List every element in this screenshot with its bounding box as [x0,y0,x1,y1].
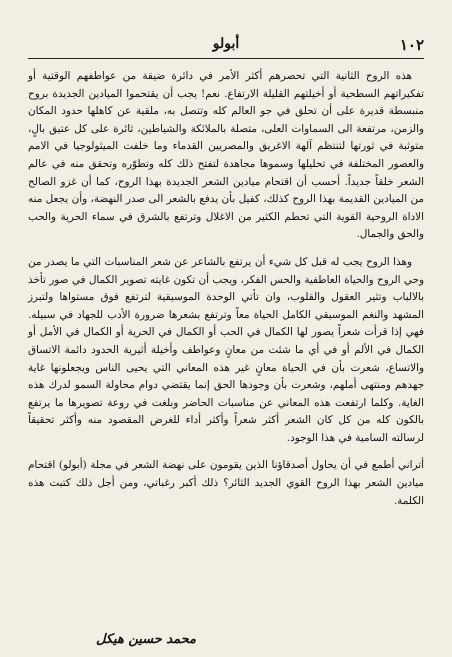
paragraph-3: أتراني أطمع في أن يحاول أصدقاؤنا الذين يقومون على نهضة الشعر في مجلة (أبولو) اقتحام ميادين الشعر بهذا الروح القوي الجديد الثائر؟ ذلك أكبر رغباتي، ومن أجل ذلك كتبت هذه الكلمة. [28,459,424,507]
article-body [28,68,424,510]
paragraph-1: هذه الروح الثانية التي تحصرهم أكثر الأمر في دائرة ضيقة من عواطفهم الوقتية أو تفكيراتهم السطحية أو أخيلتهم القليلة الارتفاع. نعم! يجب أن يقتحموا الميادين الجديدة بروح منبسطة قديرة على أن تحلق في جو العالم كله وتتصل به، ملقية عن كاهلها حدود المكان والزمن، مرتفعة الى السماوات العلى، متصلة بالملائكة والشياطين، ثائرة على كل عتيق بالٍ، متوثبة في ثورتها لتنتظم آلهة الاغريق والمصريين القدماء وما خلفت الميثولوجيا في الامم والعصور المختلفة في تحليلها وسموها مجاهدة لتفتح ذلك كله وتطوّره وتحقق منه في عالم الشعر خلقاً جديداً. أحسب أن اقتحام ميادين الشعر الجديدة بهذا الروح، كما أن غزو الصالح من الميادين القديمة بهذا الروح كذلك، كفيل بأن يدفع بالشعر الى صدر النهضة، وأن يجعل منه الاداة الروحية القوية التي تحطم الكثير من الاغلال وترتفع بالشرق في سماء الحرية والحب والحق والجمال. [28,70,424,241]
running-title: أبولو [212,36,240,52]
page-header [28,36,424,58]
page-number: ١٠٢ [399,36,424,54]
author-signature: محمد حسين هيكل [96,632,197,647]
paragraph-2: وهذا الروح يجب له قبل كل شيء أن يرتفع بالشاعر عن شعر المناسبات التي ما يصدر من وحي الروح والحياة العاطفية والحس الفكر، ويجب أن تكون غايته تصوير الكمال في صور تأخذ بالالباب وتثير العقول والقلوب، وان تأتي الوحدة الموسيقية لترتفع فوق مستواها ولتبرز المشهد والنغم الموسيقي الكامل الحياة معاً وترتفع بشعرها ضرورة الأدب للجهاد في سبيله. فهي إذا قرأت شعراً يصور لها الكمال في الحب أو الكمال في الحرية أو الكمال في الأمل أو الكمال في الألم أو في أي ما شئت من معانٍ وعواطف وأخيلة أثيرية الحدود دائمة الاتساق والاتساع، شعرت بأن في الحياة معانٍ غير هذه المعاني التي يحيى الناس ويجعلونها غاية جهدهم ومنتهى أملهم، وشعرت بأن وجودها الحق إنما يقتضي دوام محاولة السمو لدرك هذه الغاية. وكلما ارتفعت هذه المعاني عن مناسبات الحاضر وبلغت في روعة تصويرها ما يرتفع بالكون كله من كل كان الشعر أكثر شعراً وأكثر أداء للغرض المقصود منه وأكثر تحقيقاً لرسالته السامية في هذا الوجود. [28,255,424,444]
header-rule [28,58,424,59]
